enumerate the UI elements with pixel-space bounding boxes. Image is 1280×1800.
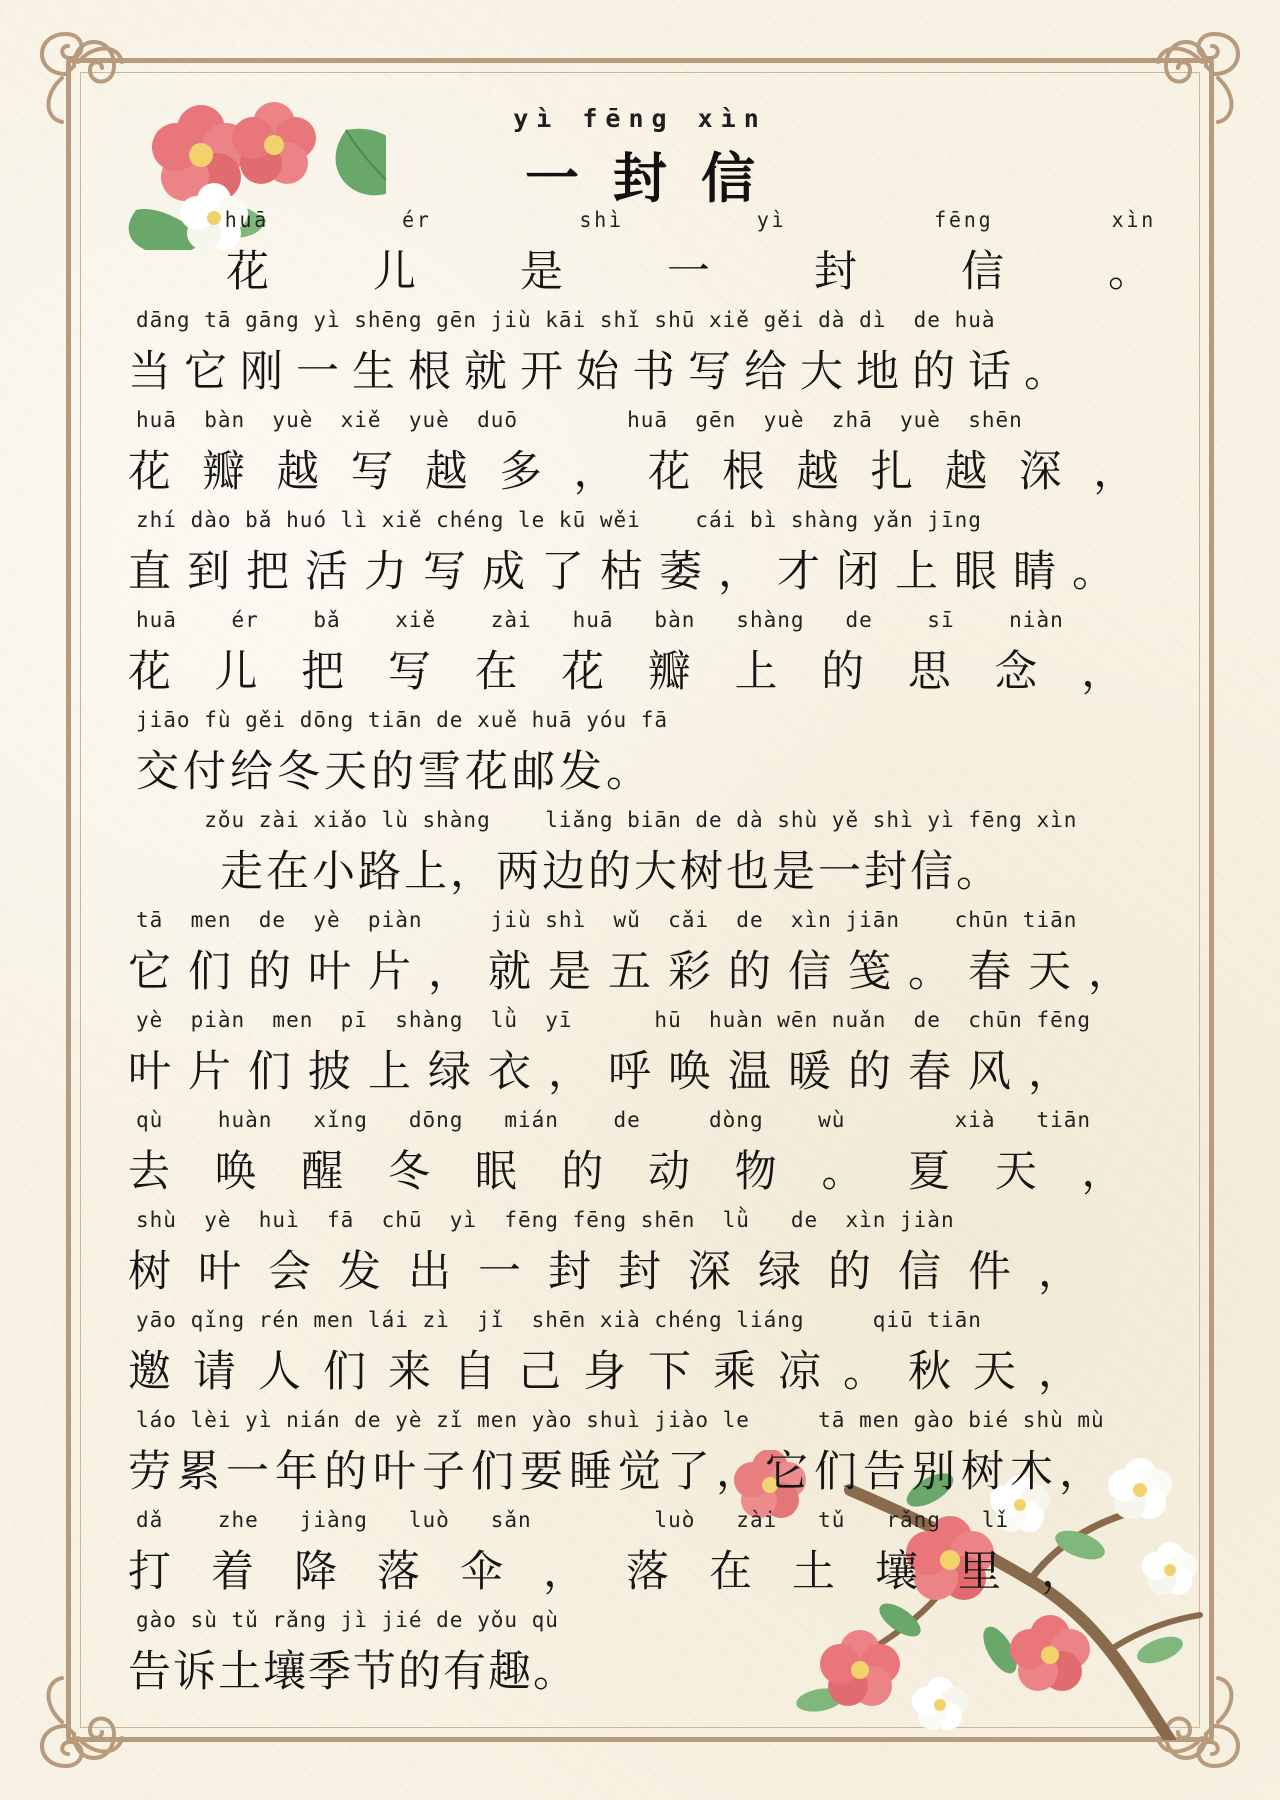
line-pinyin: yāo qǐng rén men lái zì jǐ shēn xià chéng liáng qiū tiān bbox=[136, 1308, 982, 1332]
line-hanzi: 邀请人们来自己身下乘凉。秋天， bbox=[128, 1347, 1103, 1397]
line-pinyin: jiāo fù gěi dōng tiān de xuě huā yóu fā bbox=[136, 708, 669, 732]
title-pinyin: yì fēng xìn bbox=[513, 104, 767, 133]
poem-line bbox=[128, 508, 1168, 608]
line-pinyin: zǒu zài xiǎo lù shàng liǎng biān de dà shù yě shì yì fēng xìn bbox=[136, 808, 1078, 832]
line-hanzi: 当它刚一生根就开始书写给大地的话。 bbox=[128, 347, 1080, 397]
line-pinyin: huā ér shì yì fēng xìn bbox=[136, 208, 1157, 232]
line-pinyin: huā bàn yuè xiě yuè duō huā gēn yuè zhā yuè shēn bbox=[136, 408, 1023, 432]
line-hanzi: 花儿把写在花瓣上的思念， bbox=[128, 647, 1168, 697]
poem-body bbox=[128, 208, 1168, 1708]
poem-line bbox=[128, 1508, 1168, 1608]
line-pinyin: dāng tā gāng yì shēng gēn jiù kāi shǐ shū xiě gěi dà dì de huà bbox=[136, 308, 996, 332]
line-pinyin: gào sù tǔ rǎng jì jié de yǒu qù bbox=[136, 1608, 559, 1632]
line-pinyin: dǎ zhe jiàng luò sǎn luò zài tǔ rǎng lǐ bbox=[136, 1508, 1010, 1532]
poem-line bbox=[128, 308, 1168, 408]
poem-line bbox=[128, 1108, 1168, 1208]
line-pinyin: shù yè huì fā chū yì fēng fēng shēn lǜ de xìn jiàn bbox=[136, 1208, 955, 1232]
line-hanzi: 去唤醒冬眠的动物。夏天， bbox=[128, 1147, 1169, 1197]
line-pinyin: zhí dào bǎ huó lì xiě chéng le kū wěi cái bì shàng yǎn jīng bbox=[136, 508, 982, 532]
line-pinyin: yè piàn men pī shàng lǜ yī hū huàn wēn nuǎn de chūn fēng bbox=[136, 1008, 1092, 1032]
line-hanzi: 劳累一年的叶子们要睡觉了，它们告别树木， bbox=[128, 1447, 1108, 1497]
line-hanzi: 它们的叶片，就是五彩的信笺。春天， bbox=[128, 947, 1148, 997]
poem-line bbox=[128, 1308, 1168, 1408]
poem-line bbox=[128, 1408, 1168, 1508]
poem-line bbox=[128, 1208, 1168, 1308]
poem-line bbox=[128, 1608, 1168, 1708]
line-hanzi: 打着降落伞，落在土壤里， bbox=[128, 1547, 1124, 1597]
line-pinyin: tā men de yè piàn jiù shì wǔ cǎi de xìn jiān chūn tiān bbox=[136, 908, 1078, 932]
page-title: 一封信 bbox=[525, 146, 789, 210]
poem-line bbox=[128, 708, 1168, 808]
poem-line bbox=[128, 808, 1168, 908]
poem-line bbox=[128, 208, 1168, 308]
line-hanzi: 告诉土壤季节的有趣。 bbox=[128, 1647, 578, 1697]
line-pinyin: qù huàn xǐng dōng mián de dòng wù xià tiān bbox=[136, 1108, 1092, 1132]
line-hanzi: 叶片们披上绿衣，呼唤温暖的春风， bbox=[128, 1047, 1088, 1097]
line-hanzi: 花瓣越写越多，花根越扎越深， bbox=[128, 447, 1168, 497]
line-hanzi: 直到把活力写成了枯萎，才闭上眼睛。 bbox=[128, 547, 1131, 597]
line-hanzi: 交付给冬天的雪花邮发。 bbox=[136, 747, 653, 797]
title-block bbox=[0, 104, 1280, 213]
poem-line bbox=[128, 908, 1168, 1008]
poem-line bbox=[128, 1008, 1168, 1108]
poem-line bbox=[128, 608, 1168, 708]
corner-ornament-icon bbox=[14, 1666, 134, 1786]
poem-line bbox=[128, 408, 1168, 508]
line-hanzi: 花 儿 是 一 封 信 。 bbox=[128, 247, 1157, 297]
line-pinyin: huā ér bǎ xiě zài huā bàn shàng de sī niàn bbox=[136, 608, 1064, 632]
line-hanzi: 树叶会发出一封封深绿的信件， bbox=[128, 1247, 1108, 1297]
line-hanzi: 走在小路上，两边的大树也是一封信。 bbox=[128, 847, 1002, 897]
line-pinyin: láo lèi yì nián de yè zǐ men yào shuì jiào le tā men gào bié shù mù bbox=[136, 1408, 1105, 1432]
